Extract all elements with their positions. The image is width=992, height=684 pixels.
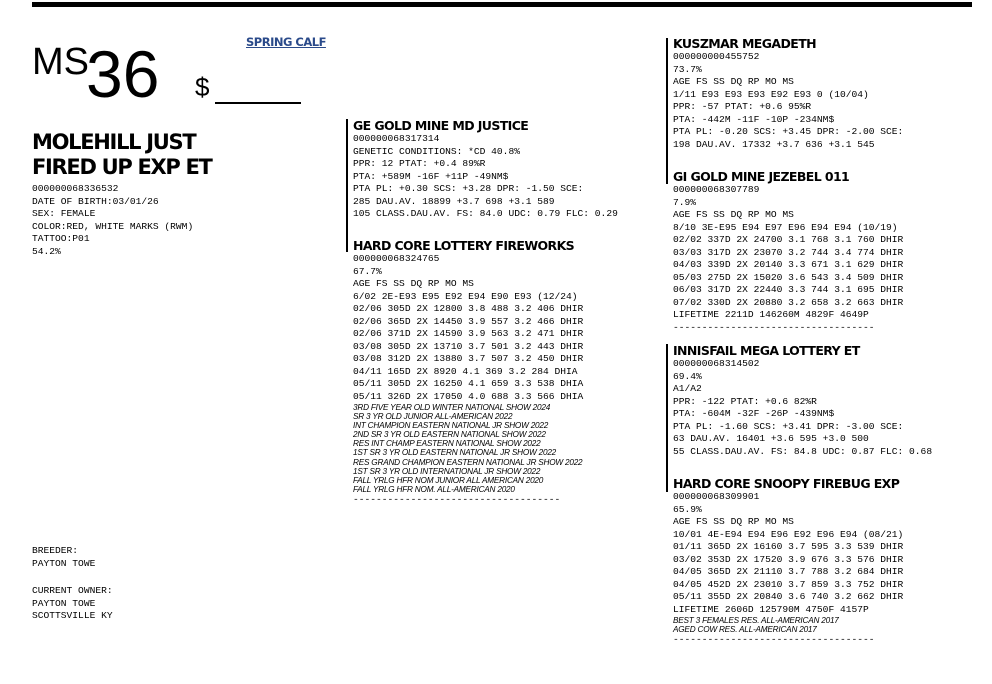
dam-award: 2ND SR 3 YR OLD EASTERN NATIONAL SHOW 2022 [353, 430, 546, 440]
dam-divider: ------------------------------------ [353, 493, 561, 505]
dam-dam-line: 04/05 452D 2X 23010 3.7 859 3.3 752 DHIR [673, 578, 904, 590]
sire-dam-line: 05/03 275D 2X 15020 3.6 543 3.4 509 DHIR [673, 271, 904, 283]
owner-info [32, 585, 113, 623]
sire-sire-bracket-line [666, 38, 668, 184]
dam-dam-block [673, 476, 903, 646]
sire-dam-line: LIFETIME 2211D 146260M 4829F 4649P [673, 309, 869, 320]
dam-dam-line: 10/01 4E-E94 E94 E96 E92 E96 E94 (08/21) [673, 528, 904, 540]
dam-sire-block [673, 343, 932, 458]
dam-line: 6/02 2E-E93 E95 E92 E94 E90 E93 (12/24) [353, 290, 578, 302]
sire-dam-line: AGE FS SS DQ RP MO MS [673, 209, 794, 220]
sire-sire-line: 73.7% [673, 63, 702, 75]
sire-line: PTA: +589M -16F +11P -49NM$ [353, 170, 509, 182]
animal-color: COLOR:RED, WHITE MARKS (RWM) [32, 220, 194, 232]
dam-line: 03/08 305D 2X 13710 3.7 501 3.2 443 DHIR [353, 340, 584, 352]
dam-dam-line: AGE FS SS DQ RP MO MS [673, 516, 794, 527]
owner-label: CURRENT OWNER: [32, 585, 113, 596]
sire-sire-line: PPR: -57 PTAT: +0.6 95%R [673, 101, 812, 112]
sire-dam-divider: ----------------------------------- [673, 321, 875, 333]
category-label: SPRING CALF [246, 35, 326, 49]
dam-bracket-line [346, 236, 348, 252]
dam-sire-name: INNISFAIL MEGA LOTTERY ET [673, 343, 860, 358]
animal-sex: SEX: FEMALE [32, 208, 96, 219]
dam-sire-line: 55 CLASS.DAU.AV. FS: 84.8 UDC: 0.87 FLC: 0.68 [673, 445, 933, 457]
animal-percent: 54.2% [32, 245, 61, 257]
dam-line: 000000068324765 [353, 253, 440, 264]
sire-line: 000000068317314 [353, 133, 440, 144]
sire-dam-block [673, 169, 903, 334]
sire-line: GENETIC CONDITIONS: *CD 40.8% [353, 145, 520, 157]
dam-award: 1ST SR 3 YR OLD INTERNATIONAL JR SHOW 2022 [353, 466, 541, 476]
sire-line: PPR: 12 PTAT: +0.4 89%R [353, 158, 486, 169]
dam-line: 67.7% [353, 265, 382, 277]
lot-prefix: MS [32, 41, 89, 83]
animal-reg-number: 000000068336532 [32, 183, 119, 194]
dam-sire-line: 63 DAU.AV. 16401 +3.6 595 +3.0 500 [673, 433, 869, 444]
dam-name: HARD CORE LOTTERY FIREWORKS [353, 238, 575, 253]
dam-award: RES INT CHAMP EASTERN NATIONAL SHOW 2022 [353, 439, 541, 449]
dam-line: 02/06 305D 2X 12800 3.8 488 3.2 406 DHIR [353, 303, 584, 314]
sire-sire-name: KUSZMAR MEGADETH [673, 36, 816, 51]
sire-dam-line: 06/03 317D 2X 22440 3.3 744 3.1 695 DHIR [673, 284, 904, 295]
dam-line: 02/06 365D 2X 14450 3.9 557 3.2 466 DHIR [353, 315, 584, 327]
sire-dam-line: 04/03 339D 2X 20140 3.3 671 3.1 629 DHIR [673, 259, 904, 270]
sire-dam-line: 000000068307789 [673, 184, 760, 195]
dam-dam-award: BEST 3 FEMALES RES. ALL-AMERICAN 2017 [673, 616, 839, 625]
dam-sire-line: 69.4% [673, 370, 702, 382]
dam-dam-line: 03/02 353D 2X 17520 3.9 676 3.3 576 DHIR [673, 553, 904, 565]
dam-dam-award: AGED COW RES. ALL-AMERICAN 2017 [673, 625, 817, 635]
sire-dam-name: GI GOLD MINE JEZEBEL 011 [673, 169, 850, 184]
sire-sire-block [673, 36, 903, 151]
sire-bracket-line [346, 119, 348, 250]
dam-line: 03/08 312D 2X 13880 3.7 507 3.2 450 DHIR [353, 353, 584, 364]
sire-sire-line: 1/11 E93 E93 E93 E92 E93 0 (10/04) [673, 88, 869, 100]
lot-header [32, 37, 312, 111]
animal-birth-date: DATE OF BIRTH:03/01/26 [32, 195, 159, 207]
dam-dam-line: 04/05 365D 2X 21110 3.7 788 3.2 684 DHIR [673, 566, 904, 577]
dam-dam-line: LIFETIME 2606D 125790M 4750F 4157P [673, 603, 869, 615]
dam-award: SR 3 YR OLD JUNIOR ALL-AMERICAN 2022 [353, 412, 513, 422]
animal-tattoo: TATTOO:P01 [32, 233, 90, 244]
dam-dam-line: 05/11 355D 2X 20840 3.6 740 3.2 662 DHIR [673, 591, 904, 602]
dam-dam-divider: ----------------------------------- [673, 634, 875, 646]
dam-line: 05/11 305D 2X 16250 4.1 659 3.3 538 DHIA [353, 378, 584, 389]
dam-line: 02/06 371D 2X 14590 3.9 563 3.2 471 DHIR [353, 328, 584, 339]
dam-award: FALL YRLG HFR NOM. ALL-AMERICAN 2020 [353, 484, 515, 494]
dam-award: 1ST SR 3 YR OLD EASTERN NATIONAL JR SHOW 2022 [353, 448, 557, 458]
sire-dam-line: 7.9% [673, 196, 697, 208]
breeder-label: BREEDER: [32, 545, 79, 556]
dam-sire-line: PTA: -604M -32F -26P -439NM$ [673, 408, 835, 419]
sire-sire-line: 198 DAU.AV. 17332 +3.7 636 +3.1 545 [673, 138, 875, 150]
dam-dam-line: 65.9% [673, 503, 702, 515]
dam-dam-line: 01/11 365D 2X 16160 3.7 595 3.3 539 DHIR [673, 541, 904, 552]
animal-info [32, 130, 212, 258]
dam-sire-line: 000000068314502 [673, 358, 760, 369]
owner-name: PAYTON TOWE [32, 597, 96, 609]
sire-block [353, 118, 618, 221]
sire-sire-line: PTA: -442M -11F -10P -234NM$ [673, 113, 835, 125]
dam-award: RES GRAND CHAMPION EASTERN NATIONAL JR SHOW 2022 [353, 457, 583, 467]
dam-sire-line: PTA PL: -1.60 SCS: +3.41 DPR: -3.00 SCE: [673, 420, 904, 432]
breeder-info [32, 545, 95, 570]
sire-dam-line: 07/02 330D 2X 20880 3.2 658 3.2 663 DHIR [673, 296, 904, 308]
sire-sire-line: AGE FS SS DQ RP MO MS [673, 76, 794, 87]
dam-line: AGE FS SS DQ RP MO MS [353, 278, 474, 289]
sire-name: GE GOLD MINE MD JUSTICE [353, 118, 529, 133]
dam-award: 3RD FIVE YEAR OLD WINTER NATIONAL SHOW 2024 [353, 403, 551, 412]
price-blank-line [215, 102, 301, 104]
sire-sire-line: 000000000455752 [673, 51, 760, 62]
dam-award: FALL YRLG HFR NOM JUNIOR ALL AMERICAN 2020 [353, 475, 544, 485]
animal-name: MOLEHILL JUST FIRED UP EXP ET [32, 130, 212, 179]
dam-dam-name: HARD CORE SNOOPY FIREBUG EXP [673, 476, 900, 491]
owner-location: SCOTTSVILLE KY [32, 610, 113, 621]
sire-dam-line: 03/03 317D 2X 23070 3.2 744 3.4 774 DHIR [673, 246, 904, 258]
sire-line: 105 CLASS.DAU.AV. FS: 84.0 UDC: 0.79 FLC: 0.29 [353, 208, 618, 219]
dam-block [353, 238, 583, 506]
sire-dam-line: 02/02 337D 2X 24700 3.1 768 3.1 760 DHIR [673, 234, 904, 245]
dam-sire-line: A1/A2 [673, 383, 702, 394]
sire-line: 285 DAU.AV. 18899 +3.7 698 +3.1 589 [353, 195, 555, 207]
dam-line: 05/11 326D 2X 17050 4.0 688 3.3 566 DHIA [353, 390, 584, 402]
breeder-name: PAYTON TOWE [32, 557, 96, 569]
dam-sire-line: PPR: -122 PTAT: +0.6 82%R [673, 395, 817, 407]
dam-sire-bracket-line [666, 344, 668, 492]
sire-line: PTA PL: +0.30 SCS: +3.28 DPR: -1.50 SCE: [353, 183, 584, 194]
sire-sire-line: PTA PL: -0.20 SCS: +3.45 DPR: -2.00 SCE: [673, 126, 904, 137]
dam-award: INT CHAMPION EASTERN NATIONAL JR SHOW 2022 [353, 421, 549, 431]
lot-number: 36 [86, 37, 160, 111]
dam-dam-line: 000000068309901 [673, 491, 760, 502]
sire-dam-line: 8/10 3E-E95 E94 E97 E96 E94 E94 (10/19) [673, 221, 898, 233]
price-symbol: $ [195, 72, 210, 102]
dam-line: 04/11 165D 2X 8920 4.1 369 3.2 284 DHIA [353, 365, 578, 377]
top-rule [32, 2, 972, 7]
